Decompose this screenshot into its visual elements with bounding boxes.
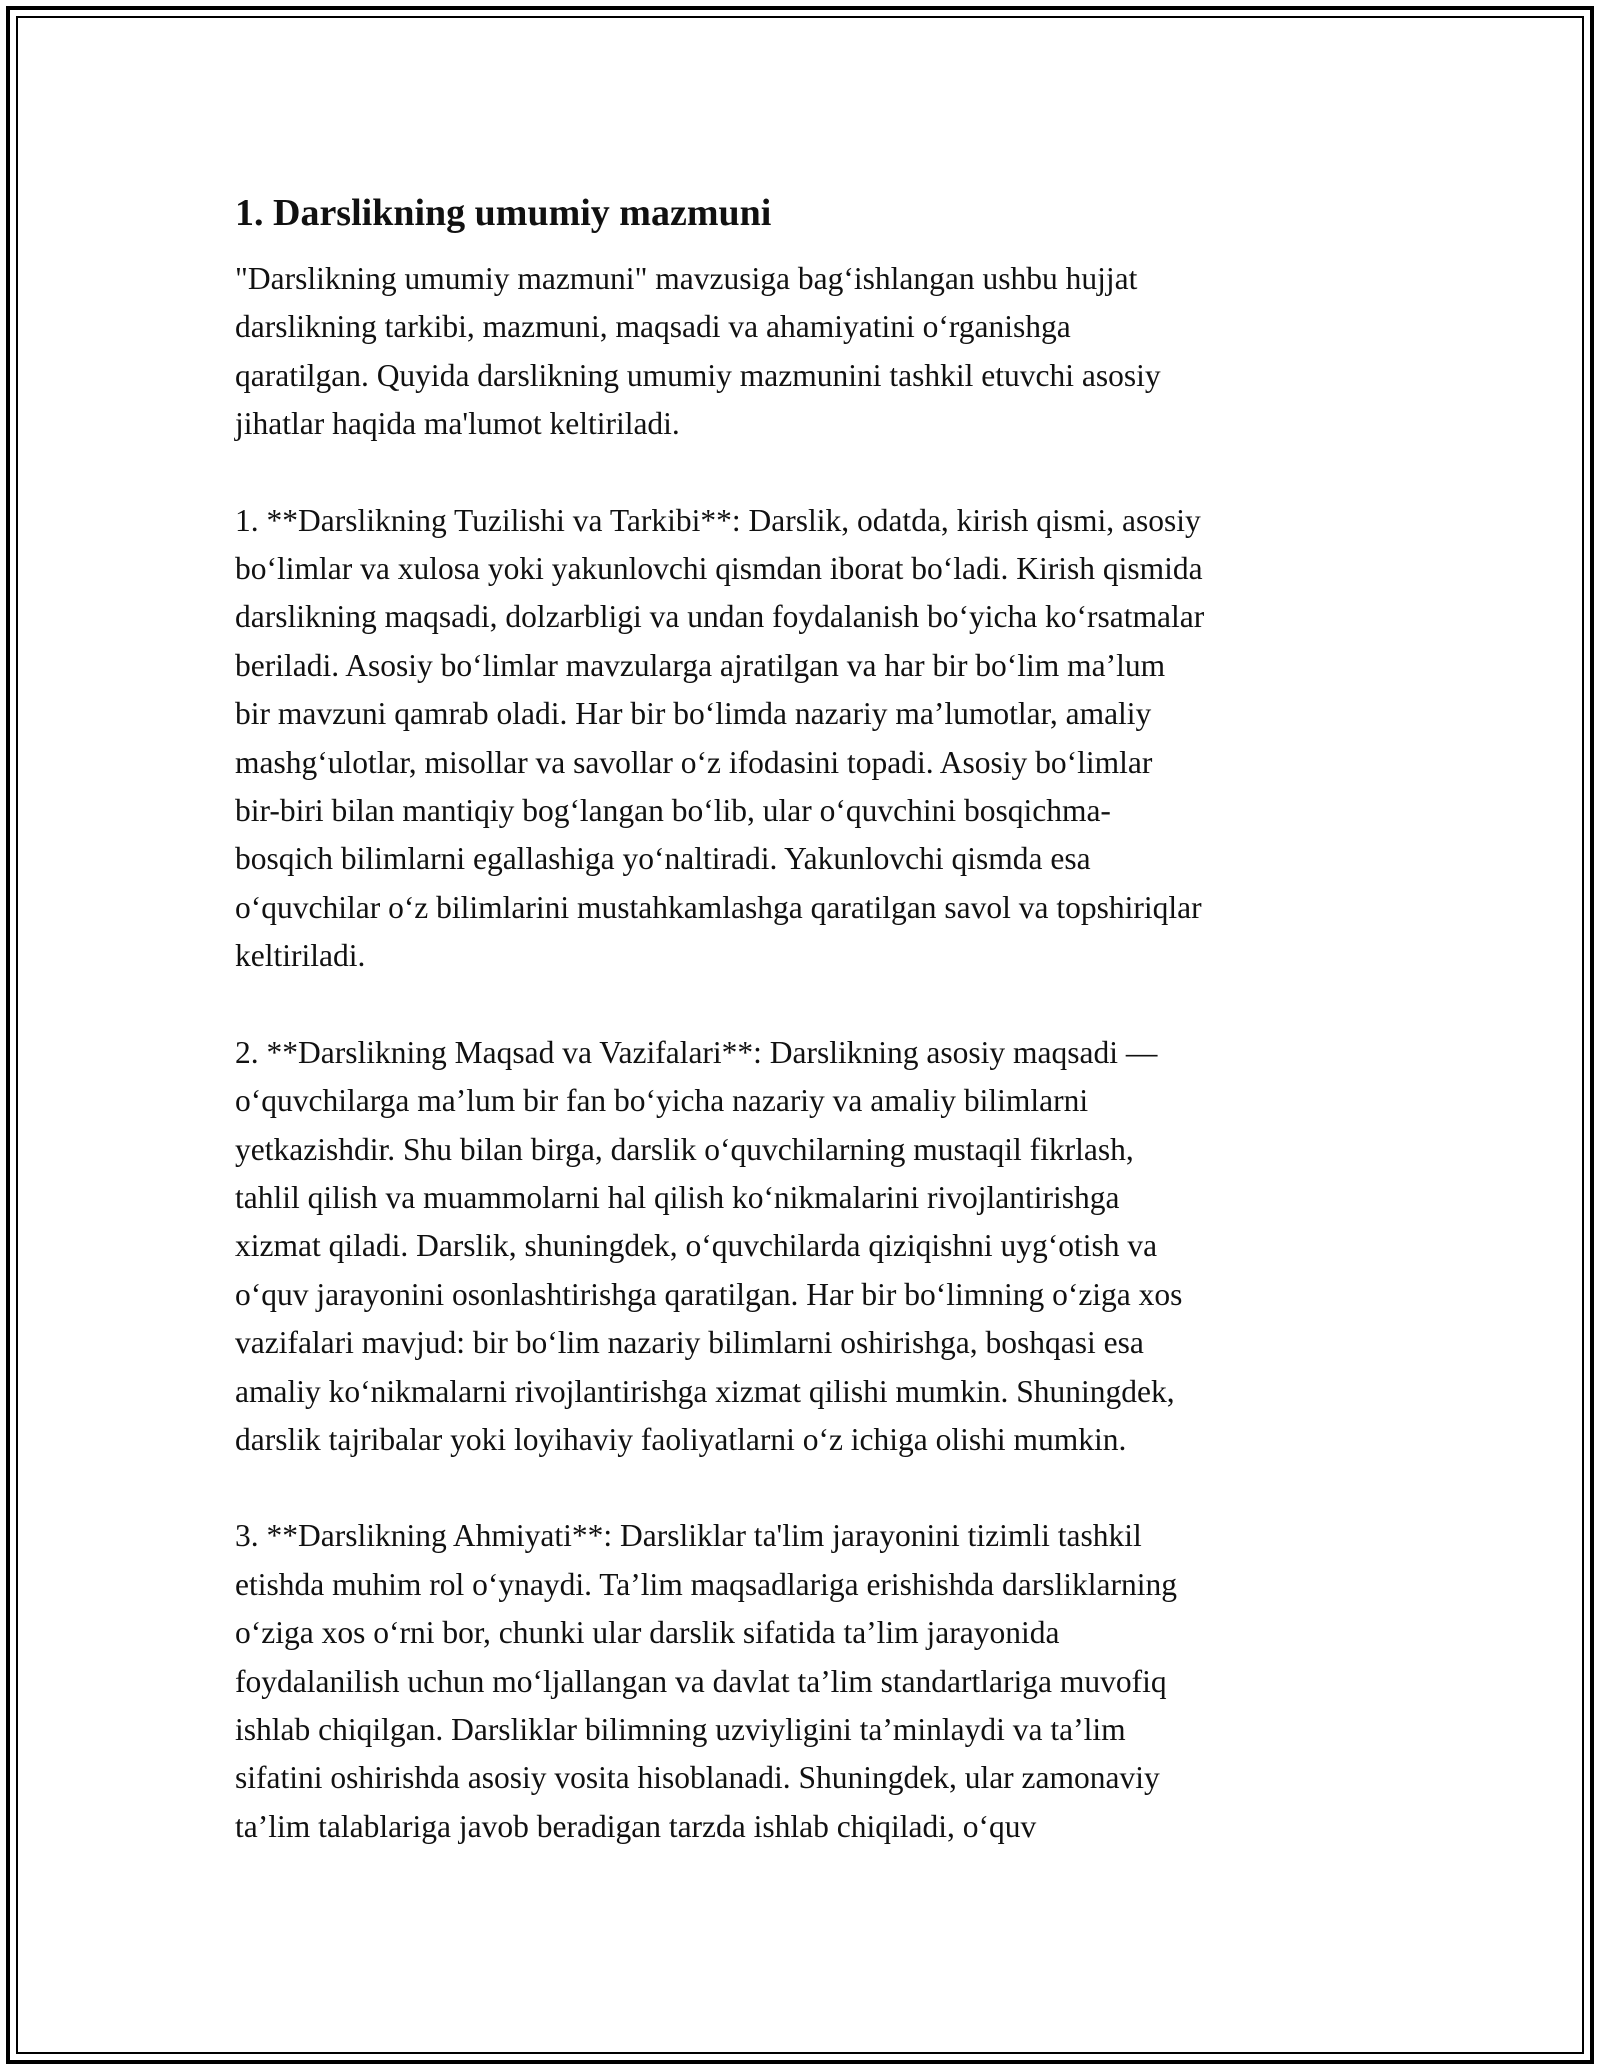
document-title: 1. Darslikning umumiy mazmuni [235, 192, 772, 234]
paragraph-goals: 2. **Darslikning Maqsad va Vazifalari**: Darslikning asosiy maqsadi — o‘quvchilarga ma’lum bir fan bo‘yicha nazariy va amaliy bilimlarni yetkazishdir. Shu bilan birga, darslik o‘quvchilarning mustaqil fikrlash, tahlil qilish va muammolarni hal qilish ko‘nikmalarini rivojlantirishga xizmat qiladi. Darslik, shuningdek, o‘quvchilarda qiziqishni uyg‘otish va o‘quv jarayonini osonlashtirishga qaratilgan. Har bir bo‘limning o‘ziga xos vazifalari mavjud: bir bo‘lim nazariy bilimlarni oshirishga, boshqasi esa amaliy ko‘nikmalarni rivojlantirishga xizmat qilishi mumkin. Shuningdek, darslik tajribalar yoki loyihaviy faoliyatlarni o‘z ichiga olishi mumkin. [235, 1034, 1183, 1457]
document-body [235, 185, 1375, 1899]
paragraph-structure: 1. **Darslikning Tuzilishi va Tarkibi**: Darslik, odatda, kirish qismi, asosiy bo‘limlar va xulosa yoki yakunlovchi qismdan iborat bo‘ladi. Kirish qismida darslikning maqsadi, dolzarbligi va undan foydalanish bo‘yicha ko‘rsatmalar beriladi. Asosiy bo‘limlar mavzularga ajratilgan va har bir bo‘lim ma’lum bir mavzuni qamrab oladi. Har bir bo‘limda nazariy ma’lumotlar, amaliy mashg‘ulotlar, misollar va savollar o‘z ifodasini topadi. Asosiy bo‘limlar bir-biri bilan mantiqiy bog‘langan bo‘lib, ular o‘quvchini bosqichma- bosqich bilimlarni egallashiga yo‘naltiradi. Yakunlovchi qismda esa o‘quvchilar o‘z bilimlarini mustahkamlashga qaratilgan savol va topshiriqlar keltiriladi. [235, 502, 1205, 974]
paragraph-importance: 3. **Darslikning Ahmiyati**: Darsliklar ta'lim jarayonini tizimli tashkil etishda muhim rol o‘ynaydi. Ta’lim maqsadlariga erishishda darsliklarning o‘ziga xos o‘rni bor, chunki ular darslik sifatida ta’lim jarayonida foydalanilish uchun mo‘ljallangan va davlat ta’lim standartlariga muvofiq ishlab chiqilgan. Darsliklar bilimning uzviyligini ta’minlaydi va ta’lim sifatini oshirishda asosiy vosita hisoblanadi. Shuningdek, ular zamonaviy ta’lim talablariga javob beradigan tarzda ishlab chiqiladi, o‘quv [235, 1518, 1178, 1844]
paragraph-intro: "Darslikning umumiy mazmuni" mavzusiga bag‘ishlangan ushbu hujjat darslikning tarkibi, mazmuni, maqsadi va ahamiyatini o‘rganishga qaratilgan. Quyida darslikning umumiy mazmunini tashkil etuvchi asosiy jihatlar haqida ma'lumot keltiriladi. [235, 261, 1161, 442]
